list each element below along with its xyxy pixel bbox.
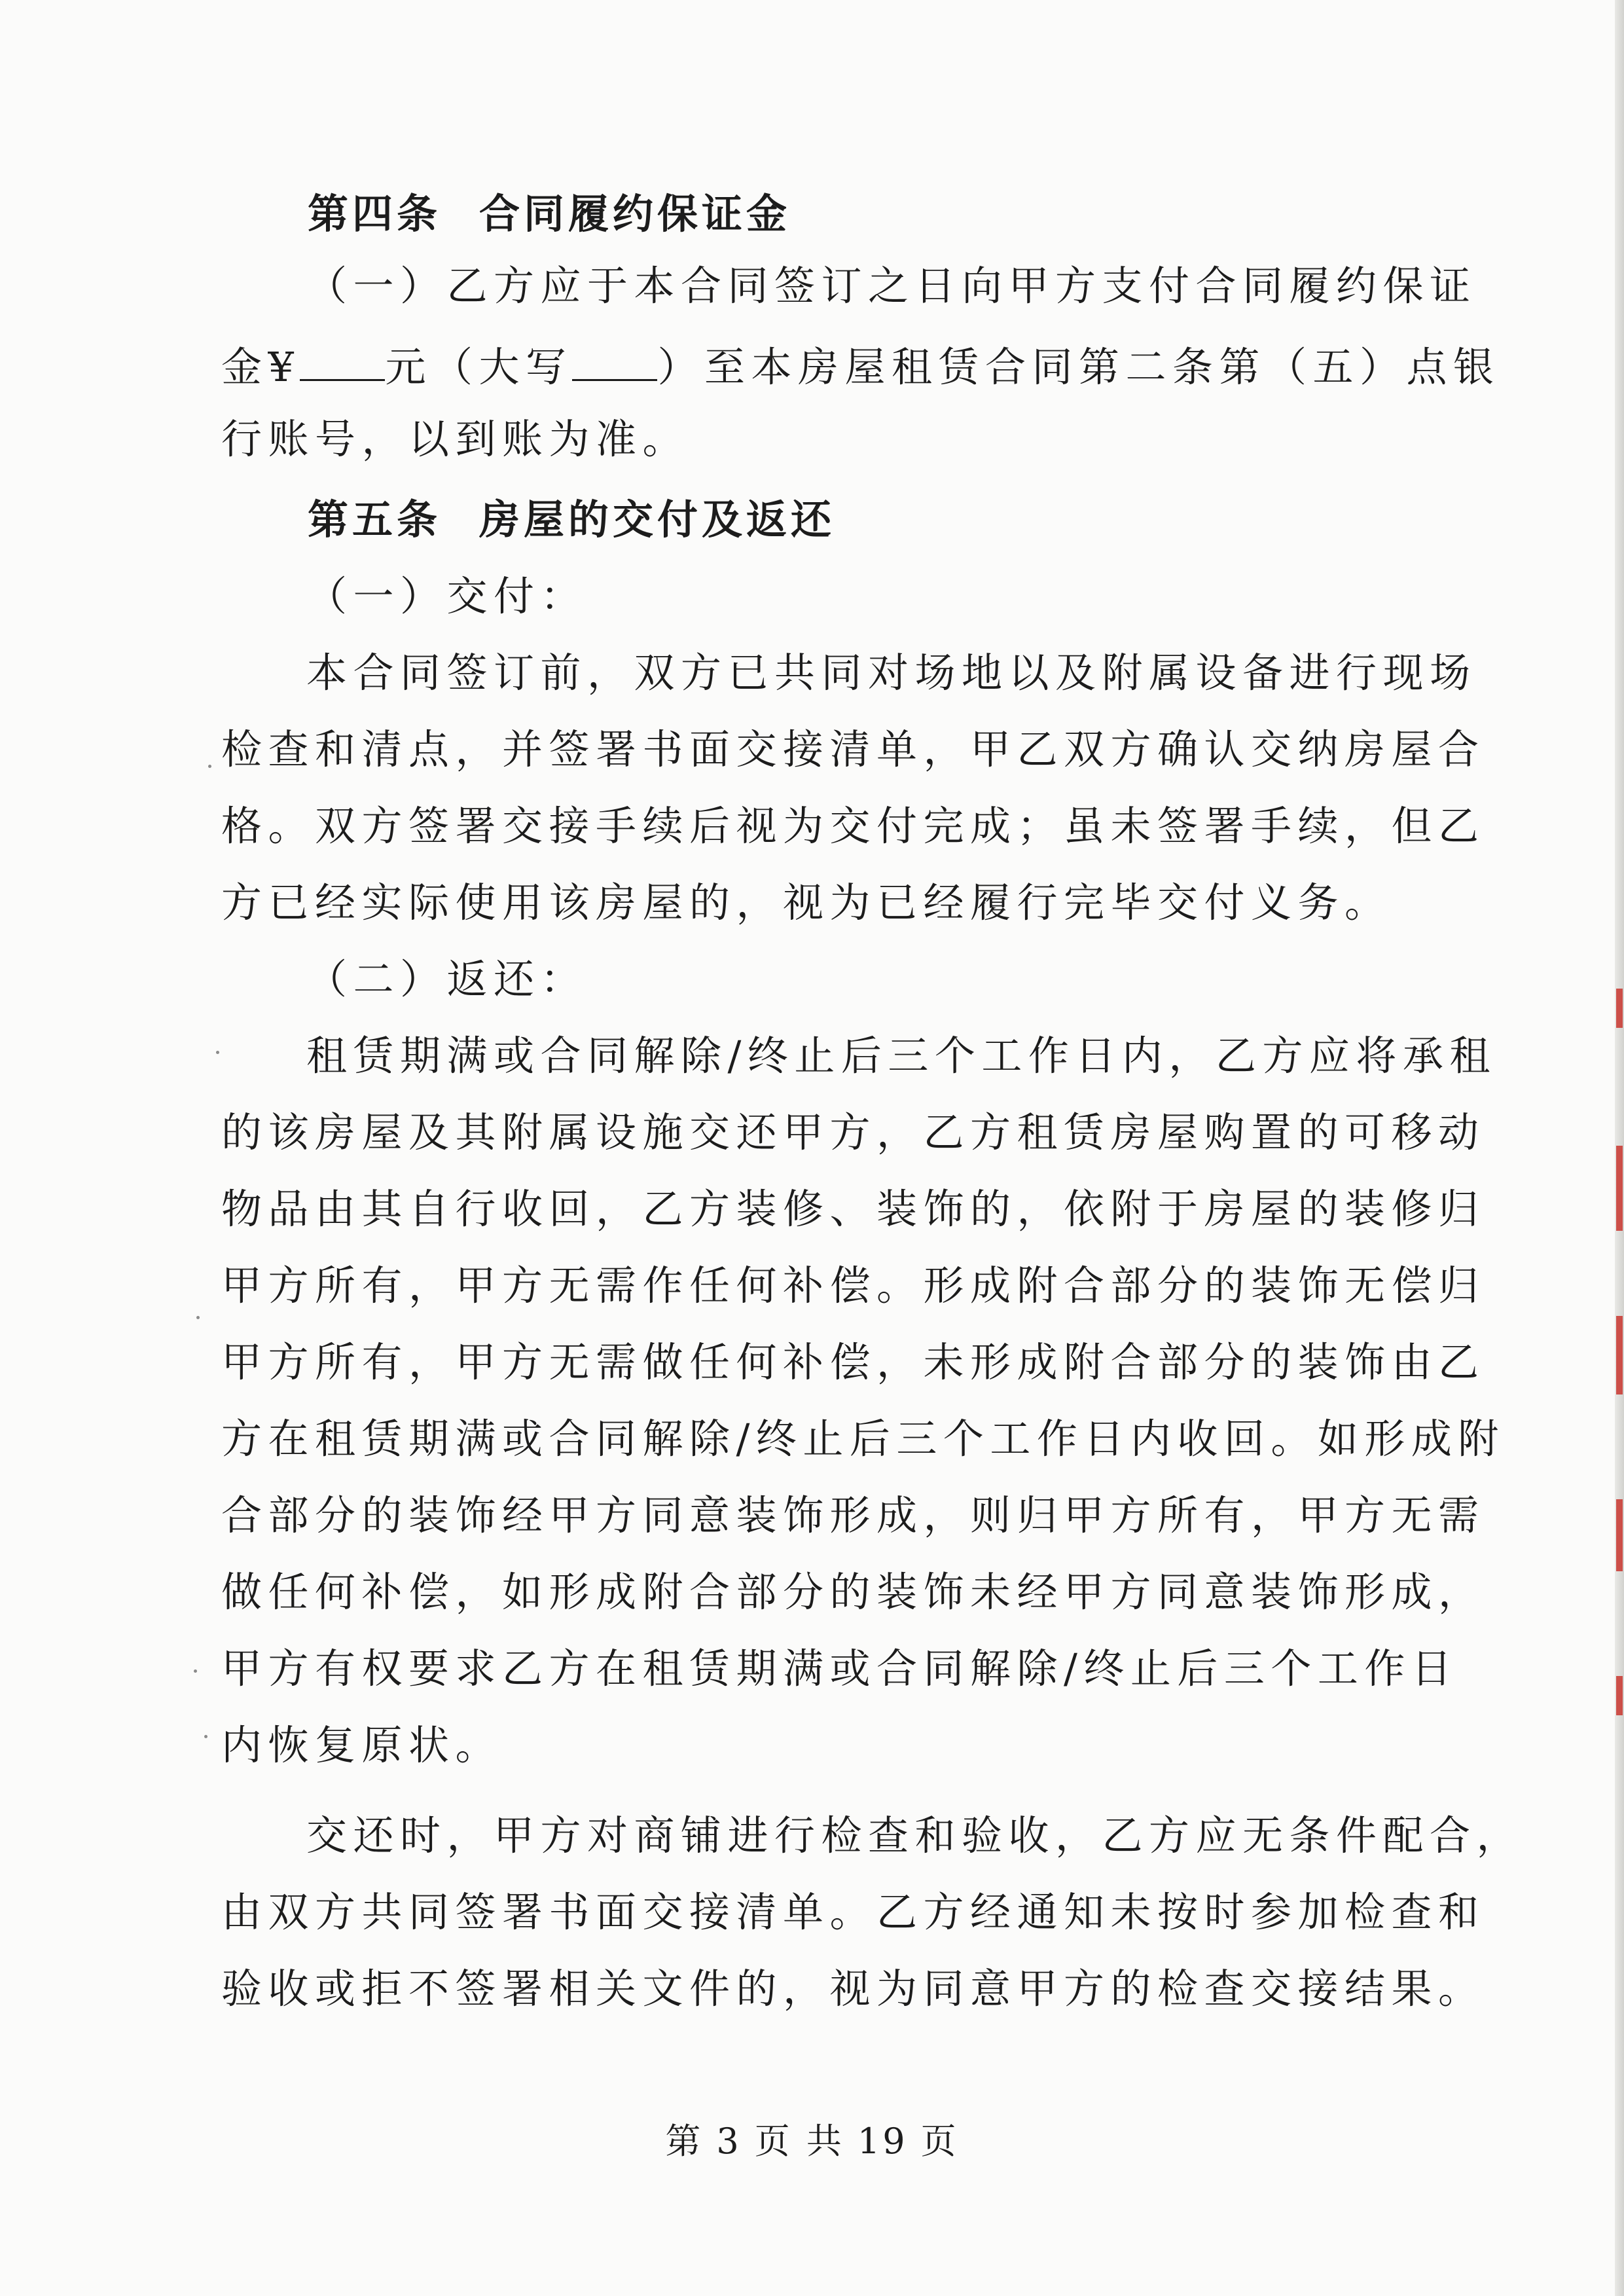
inspection-line: 交还时，甲方对商铺进行检查和验收，乙方应无条件配合，: [306, 1812, 1524, 1859]
delivery-line: 方已经实际使用该房屋的，视为已经履行完毕交付义务。: [221, 879, 1392, 926]
seal-edge-mark: [1616, 989, 1623, 1028]
page-number-footer: 第 3 页 共 19 页: [665, 2121, 959, 2162]
scan-speck: [216, 1051, 219, 1054]
total-pages-number: 19: [857, 2121, 908, 2162]
seal-edge-mark: [1616, 1146, 1623, 1231]
delivery-line: 本合同签订前，双方已共同对场地以及附属设备进行现场: [306, 649, 1477, 697]
return-line: 方在租赁期满或合同解除/终止后三个工作日内收回。如形成附: [221, 1415, 1505, 1463]
article5-number: 第五条: [308, 496, 442, 543]
return-line: 的该房屋及其附属设施交还甲方，乙方租赁房屋购置的可移动: [221, 1108, 1485, 1156]
amount-blank: [300, 342, 385, 381]
delivery-line: 格。双方签署交接手续后视为交付完成；虽未签署手续，但乙: [221, 802, 1485, 850]
return-line: 做任何补偿，如形成附合部分的装饰未经甲方同意装饰形成，: [221, 1568, 1485, 1616]
return-line: 内恢复原状。: [221, 1721, 503, 1769]
seal-edge-mark: [1616, 1676, 1623, 1715]
current-page-number: 3: [716, 2121, 742, 2162]
return-line: 甲方所有，甲方无需做任何补偿，未形成附合部分的装饰由乙: [221, 1338, 1485, 1386]
article4-paragraph-line: （一）乙方应于本合同签订之日向甲方支付合同履约保证: [306, 262, 1477, 310]
article4-title: 合同履约保证金: [479, 190, 791, 238]
article4-heading: [308, 190, 791, 238]
scan-speck: [208, 765, 211, 768]
article5-heading: [308, 496, 836, 543]
article5-title: 房屋的交付及返还: [479, 496, 836, 543]
scan-edge: [1615, 0, 1624, 2296]
return-line: 合部分的装饰经甲方同意装饰形成，则归甲方所有，甲方无需: [221, 1491, 1485, 1539]
return-line: 甲方有权要求乙方在租赁期满或合同解除/终止后三个工作日: [221, 1645, 1458, 1692]
delivery-subheading: （一）交付：: [306, 572, 588, 620]
return-line: 物品由其自行收回，乙方装修、装饰的，依附于房屋的装修归: [221, 1185, 1485, 1233]
inspection-line: 验收或拒不签署相关文件的，视为同意甲方的检查交接结果。: [221, 1965, 1485, 2013]
scan-speck: [196, 1316, 200, 1319]
scan-speck: [204, 1735, 208, 1738]
delivery-line: 检查和清点，并签署书面交接清单，甲乙双方确认交纳房屋合: [221, 725, 1485, 773]
seal-edge-mark: [1616, 1316, 1623, 1394]
inspection-line: 由双方共同签署书面交接清单。乙方经通知未按时参加检查和: [221, 1888, 1485, 1936]
scan-speck: [194, 1669, 197, 1673]
article4-paragraph-line: 行账号，以到账为准。: [221, 415, 690, 463]
article4-number: 第四条: [308, 190, 442, 238]
return-subheading: （二）返还：: [306, 955, 588, 1003]
article4-paragraph-line: 金¥ 元（大写 ）至本房屋租赁合同第二条第（五）点银: [221, 343, 1500, 391]
return-line: 租赁期满或合同解除/终止后三个工作日内，乙方应将承租: [306, 1032, 1496, 1080]
seal-edge-mark: [1616, 1499, 1623, 1571]
amount-words-blank: [572, 342, 657, 381]
return-line: 甲方所有，甲方无需作任何补偿。形成附合部分的装饰无偿归: [221, 1262, 1485, 1309]
